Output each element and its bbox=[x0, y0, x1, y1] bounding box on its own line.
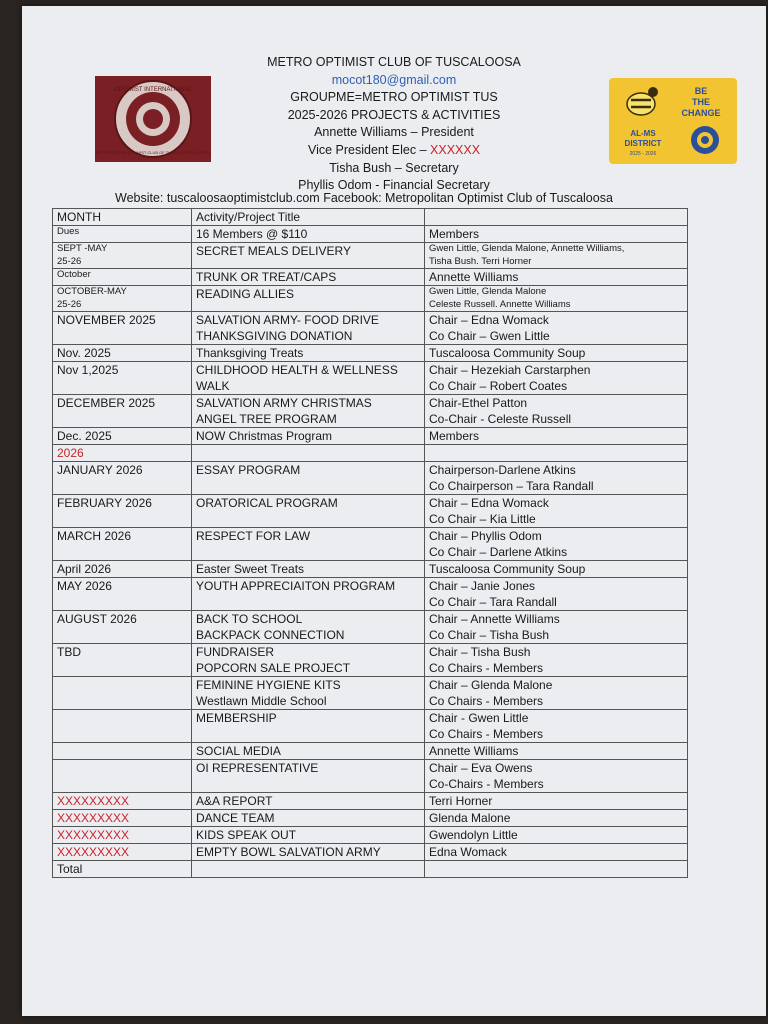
row-month bbox=[53, 445, 192, 462]
table-row bbox=[53, 810, 688, 827]
groupme-line: GROUPME=METRO OPTIMIST TUS bbox=[290, 90, 498, 105]
row-month-line1: Nov 1,2025 bbox=[57, 363, 119, 377]
row-members-line1: Chair – Eva Owens bbox=[429, 761, 533, 775]
row-month bbox=[53, 743, 192, 760]
row-activity bbox=[192, 760, 425, 793]
row-month bbox=[53, 827, 192, 844]
row-members-line2: Co Chair – Tara Randall bbox=[429, 595, 557, 609]
row-members bbox=[425, 844, 688, 861]
club-title: METRO OPTIMIST CLUB OF TUSCALOOSA bbox=[267, 55, 521, 69]
row-members-line2: Co Chairs - Members bbox=[429, 694, 544, 708]
row-month-line1: XXXXXXXXX bbox=[57, 811, 130, 825]
row-members-line1: Chair – Edna Womack bbox=[429, 313, 549, 327]
row-activity-line1: A&A REPORT bbox=[196, 794, 273, 808]
row-members bbox=[425, 743, 688, 760]
row-month bbox=[53, 226, 192, 243]
row-activity bbox=[192, 677, 425, 710]
table-row bbox=[53, 743, 688, 760]
row-activity-line1: BACK TO SCHOOL bbox=[196, 612, 303, 626]
row-month bbox=[53, 495, 192, 528]
table-row bbox=[53, 345, 688, 362]
row-members bbox=[425, 495, 688, 528]
table-row bbox=[53, 677, 688, 710]
row-members-line1: Gwen Little, Glenda Malone bbox=[429, 286, 547, 297]
table-row bbox=[53, 362, 688, 395]
row-activity bbox=[192, 644, 425, 677]
logo-right-alms: AL-MS bbox=[630, 129, 656, 138]
row-activity-line2: POPCORN SALE PROJECT bbox=[196, 661, 351, 675]
row-members bbox=[425, 462, 688, 495]
row-activity-line1: YOUTH APPRECIAITON PROGRAM bbox=[196, 579, 396, 593]
row-month bbox=[53, 345, 192, 362]
row-activity-line1: TRUNK OR TREAT/CAPS bbox=[196, 270, 337, 284]
row-month-line1: SEPT -MAY bbox=[57, 243, 108, 254]
row-activity bbox=[192, 395, 425, 428]
logo-right-years: 2025 - 2026 bbox=[629, 151, 657, 157]
row-members bbox=[425, 345, 688, 362]
table-row bbox=[53, 644, 688, 677]
table-row bbox=[53, 844, 688, 861]
row-month-line1: Dues bbox=[57, 226, 80, 237]
row-members-line1: Chair-Ethel Patton bbox=[429, 396, 528, 410]
row-members-line1: Tuscaloosa Community Soup bbox=[429, 562, 586, 576]
table-row bbox=[53, 760, 688, 793]
table-row bbox=[53, 286, 688, 312]
row-month-line1: MAY 2026 bbox=[57, 579, 112, 593]
row-activity-line1: KIDS SPEAK OUT bbox=[196, 828, 297, 842]
table-row bbox=[53, 793, 688, 810]
table-row bbox=[53, 445, 688, 462]
row-members-line1: Chair – Tisha Bush bbox=[429, 645, 531, 659]
table-row bbox=[53, 462, 688, 495]
row-month-line1: NOVEMBER 2025 bbox=[57, 313, 156, 327]
row-activity-line1: FEMININE HYGIENE KITS bbox=[196, 678, 341, 692]
table-row bbox=[53, 312, 688, 345]
row-activity-line1: SOCIAL MEDIA bbox=[196, 744, 281, 758]
row-members-line1: Terri Horner bbox=[429, 794, 493, 808]
row-month-line1: 2026 bbox=[57, 446, 84, 460]
row-members bbox=[425, 286, 688, 312]
row-activity-line1: NOW Christmas Program bbox=[196, 429, 333, 443]
table-row bbox=[53, 226, 688, 243]
row-members bbox=[425, 269, 688, 286]
table-row bbox=[53, 710, 688, 743]
row-members-line2: Celeste Russell. Annette Williams bbox=[429, 298, 571, 310]
president-line: Annette Williams – President bbox=[314, 125, 474, 140]
row-members-line1: Chair - Gwen Little bbox=[429, 711, 529, 725]
table-row bbox=[53, 495, 688, 528]
row-members-line1: Chairperson-Darlene Atkins bbox=[429, 463, 576, 477]
row-month bbox=[53, 362, 192, 395]
row-month bbox=[53, 760, 192, 793]
row-activity-line2: THANKSGIVING DONATION bbox=[196, 329, 353, 343]
row-members-line2: Co-Chairs - Members bbox=[429, 777, 544, 791]
logo-right-be: BE bbox=[694, 86, 708, 96]
header-members bbox=[425, 209, 688, 226]
row-activity-line2: ANGEL TREE PROGRAM bbox=[196, 412, 337, 426]
row-members-line1: Chair – Phyllis Odom bbox=[429, 529, 542, 543]
row-month bbox=[53, 578, 192, 611]
row-activity bbox=[192, 495, 425, 528]
row-month bbox=[53, 395, 192, 428]
row-members-line1: Annette Williams bbox=[429, 744, 519, 758]
row-activity bbox=[192, 269, 425, 286]
row-members bbox=[425, 760, 688, 793]
row-members-line2: Co-Chair - Celeste Russell bbox=[429, 412, 572, 426]
row-month-line1: AUGUST 2026 bbox=[57, 612, 137, 626]
row-month-line1: DECEMBER 2025 bbox=[57, 396, 156, 410]
row-activity bbox=[192, 827, 425, 844]
row-activity bbox=[192, 286, 425, 312]
row-month bbox=[53, 269, 192, 286]
row-members bbox=[425, 611, 688, 644]
row-members-line1: Annette Williams bbox=[429, 270, 519, 284]
row-activity bbox=[192, 528, 425, 561]
row-activity-line2: BACKPACK CONNECTION bbox=[196, 628, 345, 642]
row-members-line1: Glenda Malone bbox=[429, 811, 511, 825]
table-row bbox=[53, 269, 688, 286]
row-activity-line1: 16 Members @ $110 bbox=[196, 227, 308, 241]
row-members bbox=[425, 827, 688, 844]
row-members-line2: Co Chairperson – Tara Randall bbox=[429, 479, 594, 493]
table-row bbox=[53, 561, 688, 578]
row-members bbox=[425, 528, 688, 561]
row-month bbox=[53, 286, 192, 312]
row-members-line2: Co Chair – Kia Little bbox=[429, 512, 536, 526]
row-activity bbox=[192, 710, 425, 743]
row-month-line1: Dec. 2025 bbox=[57, 429, 112, 443]
website-facebook-line: Website: tuscaloosaoptimistclub.com Facebook: Metropolitan Optimist Club of Tuscaloosa bbox=[115, 191, 613, 205]
row-members bbox=[425, 578, 688, 611]
row-activity-line2: WALK bbox=[196, 379, 230, 393]
table-row bbox=[53, 243, 688, 269]
row-month-line1: October bbox=[57, 269, 91, 280]
row-month bbox=[53, 810, 192, 827]
row-members-line2: Co Chair – Tisha Bush bbox=[429, 628, 550, 642]
table-row bbox=[53, 827, 688, 844]
row-month-line1: April 2026 bbox=[57, 562, 112, 576]
financial-secretary-line: Phyllis Odom - Financial Secretary bbox=[298, 178, 490, 193]
row-members-line2: Co Chair – Gwen Little bbox=[429, 329, 550, 343]
row-members bbox=[425, 644, 688, 677]
row-members bbox=[425, 428, 688, 445]
row-members bbox=[425, 362, 688, 395]
row-activity bbox=[192, 345, 425, 362]
row-members-line2: Tisha Bush. Terri Horner bbox=[429, 255, 532, 267]
document-subtitle: 2025-2026 PROJECTS & ACTIVITIES bbox=[287, 107, 501, 122]
vice-president-line bbox=[22, 142, 766, 160]
row-activity-line1: RESPECT FOR LAW bbox=[196, 529, 311, 543]
table-row bbox=[53, 861, 688, 878]
row-members-line1: Gwendolyn Little bbox=[429, 828, 518, 842]
row-activity bbox=[192, 312, 425, 345]
table-row bbox=[53, 611, 688, 644]
row-activity bbox=[192, 861, 425, 878]
row-month-line1: XXXXXXXXX bbox=[57, 794, 130, 808]
row-activity-line1: OI REPRESENTATIVE bbox=[196, 761, 319, 775]
row-activity bbox=[192, 793, 425, 810]
row-activity-line1: Easter Sweet Treats bbox=[196, 562, 305, 576]
table-header-row bbox=[53, 209, 688, 226]
row-month-line1: XXXXXXXXX bbox=[57, 845, 130, 859]
club-email[interactable]: mocot180@gmail.com bbox=[331, 72, 457, 87]
row-activity-line1: SALVATION ARMY CHRISTMAS bbox=[196, 396, 372, 410]
row-members bbox=[425, 861, 688, 878]
logo-right-district: DISTRICT bbox=[624, 139, 662, 148]
row-activity bbox=[192, 810, 425, 827]
row-month-line2: 25-26 bbox=[57, 298, 82, 310]
row-members bbox=[425, 243, 688, 269]
row-month bbox=[53, 611, 192, 644]
row-month bbox=[53, 861, 192, 878]
logo-left-text: OPTIMIST INTERNATIONAL bbox=[114, 87, 192, 93]
row-activity-line1: FUNDRAISER bbox=[196, 645, 275, 659]
row-activity bbox=[192, 428, 425, 445]
logo-left-ring: METROPOLITAN OPTIMIST CLUB OF TUSCALOOSA COUNTY bbox=[95, 150, 211, 155]
row-members-line2: Co Chair – Darlene Atkins bbox=[429, 545, 568, 559]
table-row bbox=[53, 428, 688, 445]
row-month-line2: 25-26 bbox=[57, 255, 82, 267]
logo-right-change: CHANGE bbox=[681, 108, 721, 118]
row-members bbox=[425, 710, 688, 743]
row-activity bbox=[192, 844, 425, 861]
row-activity-line1: ORATORICAL PROGRAM bbox=[196, 496, 338, 510]
row-members-line1: Members bbox=[429, 429, 480, 443]
row-members-line1: Gwen Little, Glenda Malone, Annette Williams, bbox=[429, 243, 625, 254]
secretary-line: Tisha Bush – Secretary bbox=[329, 160, 459, 175]
row-members-line1: Members bbox=[429, 227, 480, 241]
row-members bbox=[425, 677, 688, 710]
row-month-line1: XXXXXXXXX bbox=[57, 828, 130, 842]
row-activity bbox=[192, 578, 425, 611]
row-members-line2: Co Chair – Robert Coates bbox=[429, 379, 568, 393]
row-activity-line1: SECRET MEALS DELIVERY bbox=[196, 244, 351, 258]
row-members bbox=[425, 561, 688, 578]
logo-right-the: THE bbox=[692, 97, 710, 107]
row-month-line1: MARCH 2026 bbox=[57, 529, 132, 543]
row-month bbox=[53, 462, 192, 495]
row-activity-line1: READING ALLIES bbox=[196, 287, 295, 301]
row-month-line1: JANUARY 2026 bbox=[57, 463, 143, 477]
row-members-line1: Edna Womack bbox=[429, 845, 507, 859]
row-members-line1: Chair – Glenda Malone bbox=[429, 678, 553, 692]
row-month bbox=[53, 644, 192, 677]
row-activity-line1: SALVATION ARMY- FOOD DRIVE bbox=[196, 313, 379, 327]
row-activity-line1: CHILDHOOD HEALTH & WELLNESS bbox=[196, 363, 398, 377]
row-members-line1: Chair – Annette Williams bbox=[429, 612, 560, 626]
row-activity-line1: EMPTY BOWL SALVATION ARMY bbox=[196, 845, 381, 859]
row-month-line1: OCTOBER-MAY bbox=[57, 286, 127, 297]
row-activity bbox=[192, 362, 425, 395]
row-members bbox=[425, 793, 688, 810]
row-members-line2: Co Chairs - Members bbox=[429, 661, 544, 675]
row-members bbox=[425, 226, 688, 243]
vp-name: XXXXXX bbox=[430, 142, 481, 157]
row-members bbox=[425, 810, 688, 827]
row-month bbox=[53, 428, 192, 445]
row-activity-line1: DANCE TEAM bbox=[196, 811, 275, 825]
projects-table bbox=[52, 208, 688, 878]
row-activity-line1: MEMBERSHIP bbox=[196, 711, 277, 725]
row-month bbox=[53, 528, 192, 561]
row-members-line1: Chair – Edna Womack bbox=[429, 496, 549, 510]
row-month-line1: Nov. 2025 bbox=[57, 346, 111, 360]
header-month: MONTH bbox=[53, 209, 192, 226]
row-members bbox=[425, 445, 688, 462]
row-month bbox=[53, 561, 192, 578]
row-members bbox=[425, 395, 688, 428]
row-month bbox=[53, 844, 192, 861]
row-members-line1: Tuscaloosa Community Soup bbox=[429, 346, 586, 360]
row-activity bbox=[192, 561, 425, 578]
row-activity-line2: Westlawn Middle School bbox=[196, 694, 327, 708]
row-activity bbox=[192, 445, 425, 462]
table-row bbox=[53, 528, 688, 561]
row-members-line1: Chair – Janie Jones bbox=[429, 579, 536, 593]
row-members bbox=[425, 312, 688, 345]
row-month bbox=[53, 793, 192, 810]
row-month bbox=[53, 710, 192, 743]
row-month bbox=[53, 243, 192, 269]
row-activity-line1: Thanksgiving Treats bbox=[196, 346, 304, 360]
letterhead bbox=[22, 54, 766, 195]
header-activity: Activity/Project Title bbox=[192, 209, 425, 226]
row-month-line1: FEBRUARY 2026 bbox=[57, 496, 152, 510]
row-activity-line1: ESSAY PROGRAM bbox=[196, 463, 301, 477]
vp-label: Vice President Elec – bbox=[307, 142, 431, 157]
row-activity bbox=[192, 226, 425, 243]
table-row bbox=[53, 578, 688, 611]
row-activity bbox=[192, 243, 425, 269]
row-month bbox=[53, 312, 192, 345]
row-month-line1: Total bbox=[57, 862, 83, 876]
row-month bbox=[53, 677, 192, 710]
row-activity bbox=[192, 743, 425, 760]
row-members-line2: Co Chairs - Members bbox=[429, 727, 544, 741]
row-members-line1: Chair – Hezekiah Carstarphen bbox=[429, 363, 591, 377]
table-row bbox=[53, 395, 688, 428]
row-activity bbox=[192, 462, 425, 495]
row-activity bbox=[192, 611, 425, 644]
row-month-line1: TBD bbox=[57, 645, 81, 659]
